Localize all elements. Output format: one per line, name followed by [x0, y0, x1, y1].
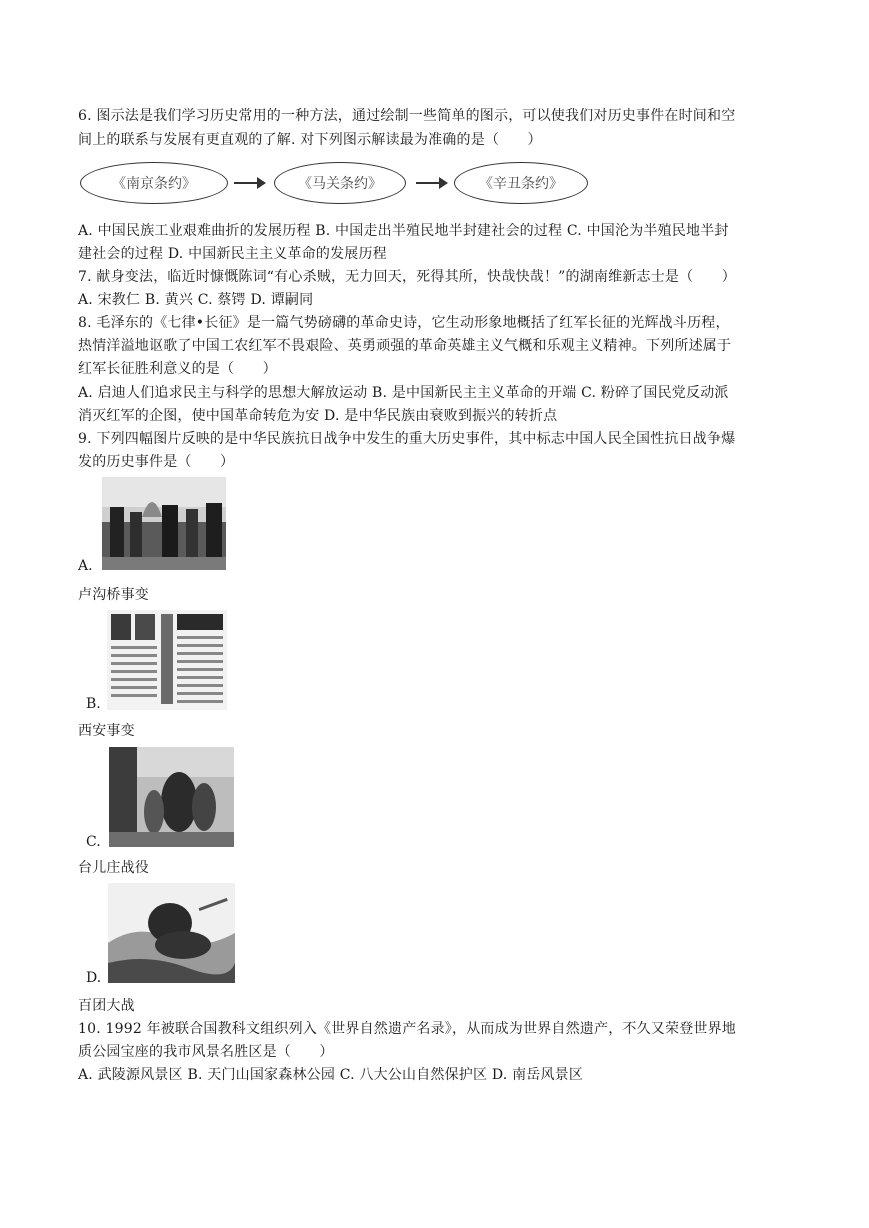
treaty-oval-nanjing: 《南京条约》: [80, 162, 228, 204]
q7-stem: 7. 献身变法，临近时慷慨陈词“有心杀贼，无力回天，死得其所，快哉快哉！”的湖南维新志士是（ ）: [78, 269, 736, 285]
option-a-caption: 卢沟桥事变: [78, 587, 149, 603]
q7-options: A. 宋教仁 B. 黄兴 C. 蔡锷 D. 谭嗣同: [78, 292, 314, 308]
q9-stem-line1: 9. 下列四幅图片反映的是中华民族抗日战争中发生的重大历史事件，其中标志中国人民全国性抗日战争爆: [78, 431, 736, 447]
q10-options: A. 武陵源风景区 B. 天门山国家森林公园 C. 八大公山自然保护区 D. 南岳风景区: [78, 1067, 584, 1083]
q8-options-line1: A. 启迪人们追求民主与科学的思想大解放运动 B. 是中国新民主主义革命的开端 C. 粉碎了国民党反动派: [78, 385, 729, 401]
option-d-caption: 百团大战: [78, 998, 135, 1014]
photo-taierzhuang: [109, 747, 234, 847]
q6-options-line1: A. 中国民族工业艰难曲折的发展历程 B. 中国走出半殖民地半封建社会的过程 C. 中国沦为半殖民地半封: [78, 223, 729, 239]
photo-lugou-bridge: [102, 477, 226, 570]
q8-stem-line2: 热情洋溢地讴歌了中国工农红军不畏艰险、英勇顽强的革命英雄主义气概和乐观主义精神。下列所述属于: [78, 338, 732, 354]
q6-stem-line1: 6. 图示法是我们学习历史常用的一种方法，通过绘制一些简单的图示，可以使我们对历史事件在时间和空: [78, 108, 736, 124]
q10-stem-line1: 10. 1992 年被联合国教科文组织列入《世界自然遗产名录》，从而成为世界自然遗产，不久又荣登世界地: [78, 1021, 736, 1037]
flow-arrow-2: [416, 182, 446, 184]
q10-stem-line2: 质公园宝座的我市风景名胜区是（ ）: [78, 1044, 334, 1060]
option-d-letter: D.: [86, 970, 102, 986]
q6-options-line2: 建社会的过程 D. 中国新民主主义革命的发展历程: [78, 246, 387, 262]
photo-xian-newspaper: [107, 610, 227, 710]
option-b-caption: 西安事变: [78, 723, 135, 739]
q9-stem-line2: 发的历史事件是（ ）: [78, 454, 235, 470]
treaty-oval-xinchou: 《辛丑条约》: [454, 162, 588, 204]
q8-stem-line3: 红军长征胜利意义的是（ ）: [78, 361, 277, 377]
q8-stem-line1: 8. 毛泽东的《七律•长征》是一篇气势磅礴的革命史诗，它生动形象地概括了红军长征的光辉战斗历程，: [78, 315, 730, 331]
option-a-letter: A.: [78, 558, 93, 574]
option-c-caption: 台儿庄战役: [78, 860, 149, 876]
treaty-flow-diagram: [78, 160, 598, 208]
q8-options-line2: 消灭红军的企图，使中国革命转危为安 D. 是中华民族由衰败到振兴的转折点: [78, 408, 558, 424]
photo-hundred-regiments: [108, 883, 235, 983]
q6-stem-line2: 间上的联系与发展有更直观的了解. 对下列图示解读最为准确的是（ ）: [78, 132, 542, 148]
option-c-letter: C.: [86, 834, 101, 850]
flow-arrow-1: [234, 182, 264, 184]
treaty-oval-maguan: 《马关条约》: [274, 162, 406, 204]
option-b-letter: B.: [86, 696, 101, 712]
